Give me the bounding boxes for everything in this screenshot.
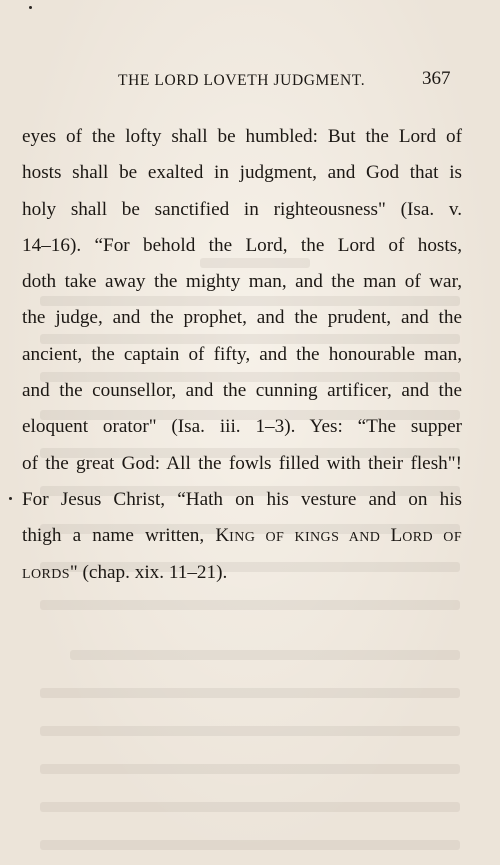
text-line: and the counsellor, and the cunning artificer, and the [22,380,462,402]
text-line: ancient, the captain of fifty, and the honourable man, [22,343,462,365]
text-fragment: " (chap. xix. 11–21). [69,561,228,583]
text-line: doth take away the mighty man, and the man of war, [22,271,462,293]
text-line: holy shall be sanctified in righteousness" (Isa. v. [22,198,462,220]
text-line: hosts shall be exalted in judgment, and God that is [22,162,462,184]
text-fragment: thigh a name written, [22,525,205,547]
text-line: 14–16). “For behold the Lord, the Lord of hosts, [22,234,462,256]
page-number: 367 [422,68,451,89]
text-line-with-small-caps [22,518,462,554]
text-line: of the great God: All the fowls filled with their flesh"! [22,452,462,474]
text-line: eyes of the lofty shall be humbled: But the Lord of [22,126,462,147]
text-line: For Jesus Christ, “Hath on his vesture and on his [22,488,462,510]
ink-speck [29,6,32,9]
small-caps-text: ING OF KINGS AND [229,530,391,546]
running-head: THE LORD LOVETH JUDGMENT. [118,72,366,89]
small-caps-text: LORDS [22,566,70,582]
text-line: the judge, and the prophet, and the prudent, and the [22,307,462,329]
body-text [22,119,462,591]
small-caps-text: ORD OF [402,530,462,546]
small-caps-initial: L [390,525,403,547]
ink-speck [9,497,12,500]
text-line: eloquent orator" (Isa. iii. 1–3). Yes: “The supper [22,416,462,438]
text-line [22,555,462,591]
small-caps-initial: K [215,525,230,547]
